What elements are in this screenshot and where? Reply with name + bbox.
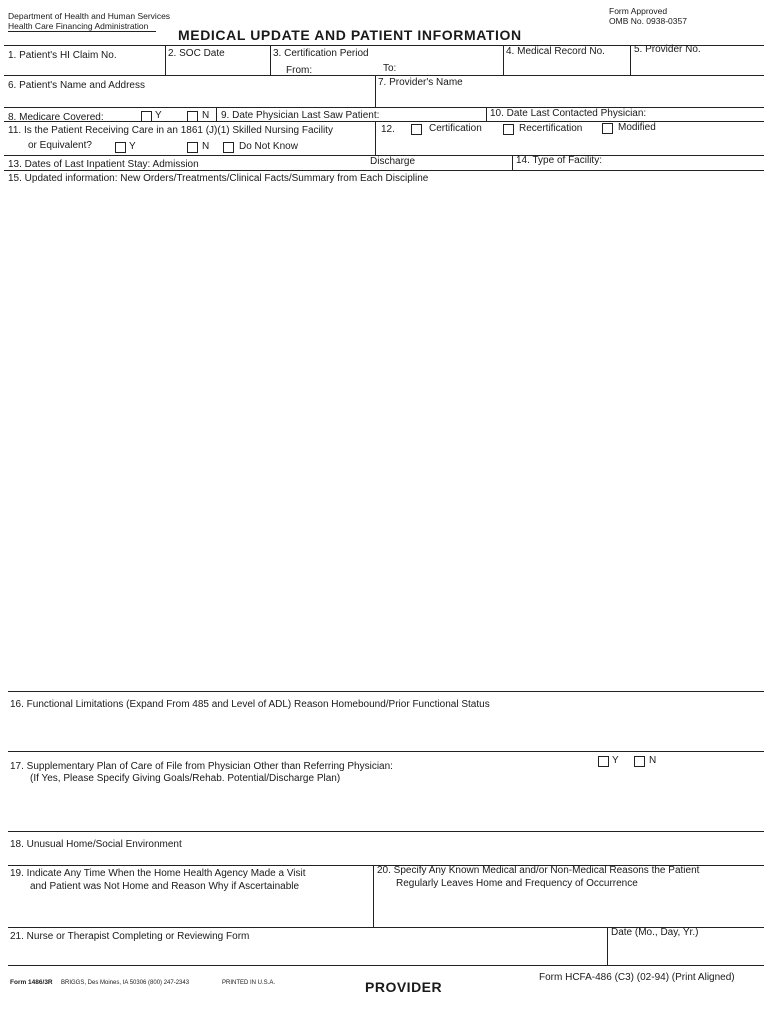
header-rule-left xyxy=(8,31,156,32)
footer-printed: PRINTED IN U.S.A. xyxy=(222,980,276,986)
patient-hi-claim-label: 1. Patient's HI Claim No. xyxy=(8,50,117,61)
snf-yes-label: Y xyxy=(129,141,136,152)
snf-no-checkbox[interactable] xyxy=(187,142,198,153)
certification-period-label: 3. Certification Period xyxy=(273,48,369,59)
leaves-home-label: 20. Specify Any Known Medical and/or Non-Medical Reasons the Patient xyxy=(377,865,700,876)
snf-dontknow-label: Do Not Know xyxy=(239,141,298,152)
medicare-no-label: N xyxy=(202,110,210,121)
soc-date-label: 2. SOC Date xyxy=(168,48,225,59)
provider-name-label: 7. Provider's Name xyxy=(378,77,463,88)
supplementary-yes-label: Y xyxy=(612,755,619,766)
administration-name: Health Care Financing Administration xyxy=(8,21,149,31)
functional-limitations-area[interactable] xyxy=(10,712,762,750)
section16-top-rule xyxy=(8,691,764,692)
supplementary-no-label: N xyxy=(649,755,657,766)
inpatient-admission-label: 13. Dates of Last Inpatient Stay: Admission xyxy=(8,159,199,170)
divider xyxy=(165,45,166,75)
functional-limitations-label: 16. Functional Limitations (Expand From 485 and Level of ADL) Reason Homebound/Prior Functional Status xyxy=(10,699,490,710)
supplementary-no-checkbox[interactable] xyxy=(634,756,645,767)
snf-question-line2: or Equivalent? xyxy=(28,140,92,151)
medicare-yes-label: Y xyxy=(155,110,162,121)
patient-name-address-label: 6. Patient's Name and Address xyxy=(8,80,145,91)
bottom-rule xyxy=(8,965,764,966)
row2-top-rule xyxy=(4,75,764,76)
item12-label: 12. xyxy=(381,124,395,135)
divider xyxy=(630,45,631,75)
physician-last-saw-label: 9. Date Physician Last Saw Patient: xyxy=(221,110,380,121)
certification-label: Certification xyxy=(429,123,482,134)
supplementary-plan-line2: (If Yes, Please Specify Giving Goals/Rehab. Potential/Discharge Plan) xyxy=(30,773,341,784)
modified-label: Modified xyxy=(618,122,656,133)
missed-visit-line2: and Patient was Not Home and Reason Why if Ascertainable xyxy=(30,881,300,892)
form-title: MEDICAL UPDATE AND PATIENT INFORMATION xyxy=(178,27,522,43)
divider xyxy=(270,45,271,75)
footer-form-number: Form 1486/3R xyxy=(10,979,53,986)
cert-to-label: To: xyxy=(383,63,397,74)
snf-no-label: N xyxy=(202,141,210,152)
row3-top-rule xyxy=(4,107,764,108)
divider xyxy=(375,75,376,107)
divider xyxy=(216,107,217,121)
last-contacted-physician-label: 10. Date Last Contacted Physician: xyxy=(490,108,647,119)
nurse-therapist-label: 21. Nurse or Therapist Completing or Reviewing Form xyxy=(10,931,250,942)
divider xyxy=(607,927,608,965)
certification-checkbox[interactable] xyxy=(411,124,422,135)
copy-label: PROVIDER xyxy=(365,979,443,995)
footer-publisher: BRIGGS, Des Moines, IA 50306 (800) 247-2343 xyxy=(61,980,190,986)
snf-yes-checkbox[interactable] xyxy=(115,142,126,153)
medical-record-label: 4. Medical Record No. xyxy=(506,46,605,57)
unusual-environment-label: 18. Unusual Home/Social Environment xyxy=(10,839,182,850)
snf-question-label: 11. Is the Patient Receiving Care in an 1861 (J)(1) Skilled Nursing Facility xyxy=(8,125,333,136)
medicare-covered-label: 8. Medicare Covered: xyxy=(8,112,104,123)
facility-type-label: 14. Type of Facility: xyxy=(516,155,602,166)
omb-number: OMB No. 0938-0357 xyxy=(609,16,687,26)
department-name: Department of Health and Human Services xyxy=(8,11,171,21)
recertification-checkbox[interactable] xyxy=(503,124,514,135)
divider xyxy=(512,155,513,170)
snf-dontknow-checkbox[interactable] xyxy=(223,142,234,153)
divider xyxy=(503,45,504,75)
divider xyxy=(373,865,374,927)
date-label: Date (Mo., Day, Yr.) xyxy=(611,927,699,938)
supplementary-yes-checkbox[interactable] xyxy=(598,756,609,767)
section17-top-rule xyxy=(8,751,764,752)
divider xyxy=(486,107,487,121)
supplementary-plan-label: 17. Supplementary Plan of Care of File from Physician Other than Referring Physician: xyxy=(10,761,393,772)
cert-from-label: From: xyxy=(286,65,313,76)
provider-number-label: 5. Provider No. xyxy=(634,44,701,55)
section18-top-rule xyxy=(8,831,764,832)
form-approved-label: Form Approved xyxy=(609,6,668,16)
missed-visit-label: 19. Indicate Any Time When the Home Health Agency Made a Visit xyxy=(10,868,306,879)
unusual-environment-area[interactable] xyxy=(10,852,762,864)
updated-information-area[interactable] xyxy=(8,186,762,691)
updated-information-label: 15. Updated information: New Orders/Treatments/Clinical Facts/Summary from Each Discipline xyxy=(8,173,429,184)
recertification-label: Recertification xyxy=(519,123,583,134)
hcfa-form-number: Form HCFA-486 (C3) (02-94) (Print Aligned) xyxy=(539,972,735,983)
row6-top-rule xyxy=(4,170,764,171)
leaves-home-line2: Regularly Leaves Home and Frequency of Occurrence xyxy=(396,878,638,889)
supplementary-plan-area[interactable] xyxy=(10,788,762,830)
modified-checkbox[interactable] xyxy=(602,123,613,134)
divider xyxy=(375,121,376,155)
discharge-label: Discharge xyxy=(370,156,416,167)
